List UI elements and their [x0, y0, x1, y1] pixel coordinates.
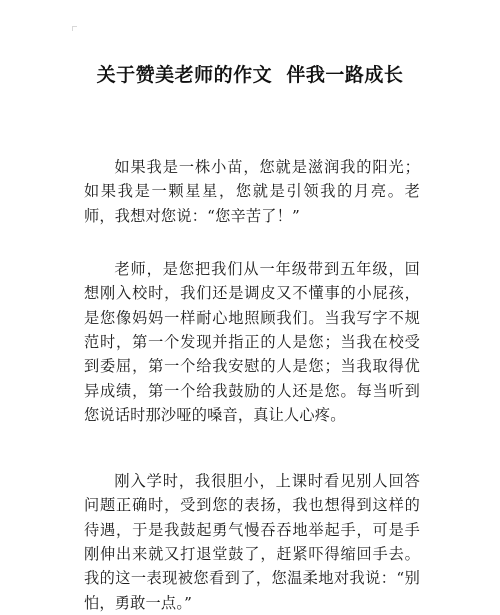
paragraph-1: 如果我是一株小苗，您就是滋润我的阳光；如果我是一颗星星，您就是引领我的月亮。老师，我想对您说：“您辛苦了！”	[84, 158, 420, 225]
page-corner-mark	[72, 26, 77, 31]
document-title: 关于赞美老师的作文 伴我一路成长	[96, 64, 404, 86]
paragraph-3: 刚入学时，我很胆小，上课时看见别人回答问题正确时，受到您的表扬，我也想得到这样的待遇，于是我鼓起勇气慢吞吞地举起手，可是手刚伸出来就又打退堂鼓了，赶紧吓得缩回手去。我的这一表现被您看到了，您温柔地对我说：“别怕，勇敢一点。”	[84, 472, 420, 612]
paragraph-2: 老师，是您把我们从一年级带到五年级，回想刚入校时，我们还是调皮又不懂事的小屁孩，是您像妈妈一样耐心地照顾我们。当我写字不规范时，第一个发现并指正的人是您；当我在校受到委屈，第一个给我安慰的人是您；当我取得优异成绩，第一个给我鼓励的人还是您。每当听到您说话时那沙哑的嗓音，真让人心疼。	[84, 260, 420, 424]
